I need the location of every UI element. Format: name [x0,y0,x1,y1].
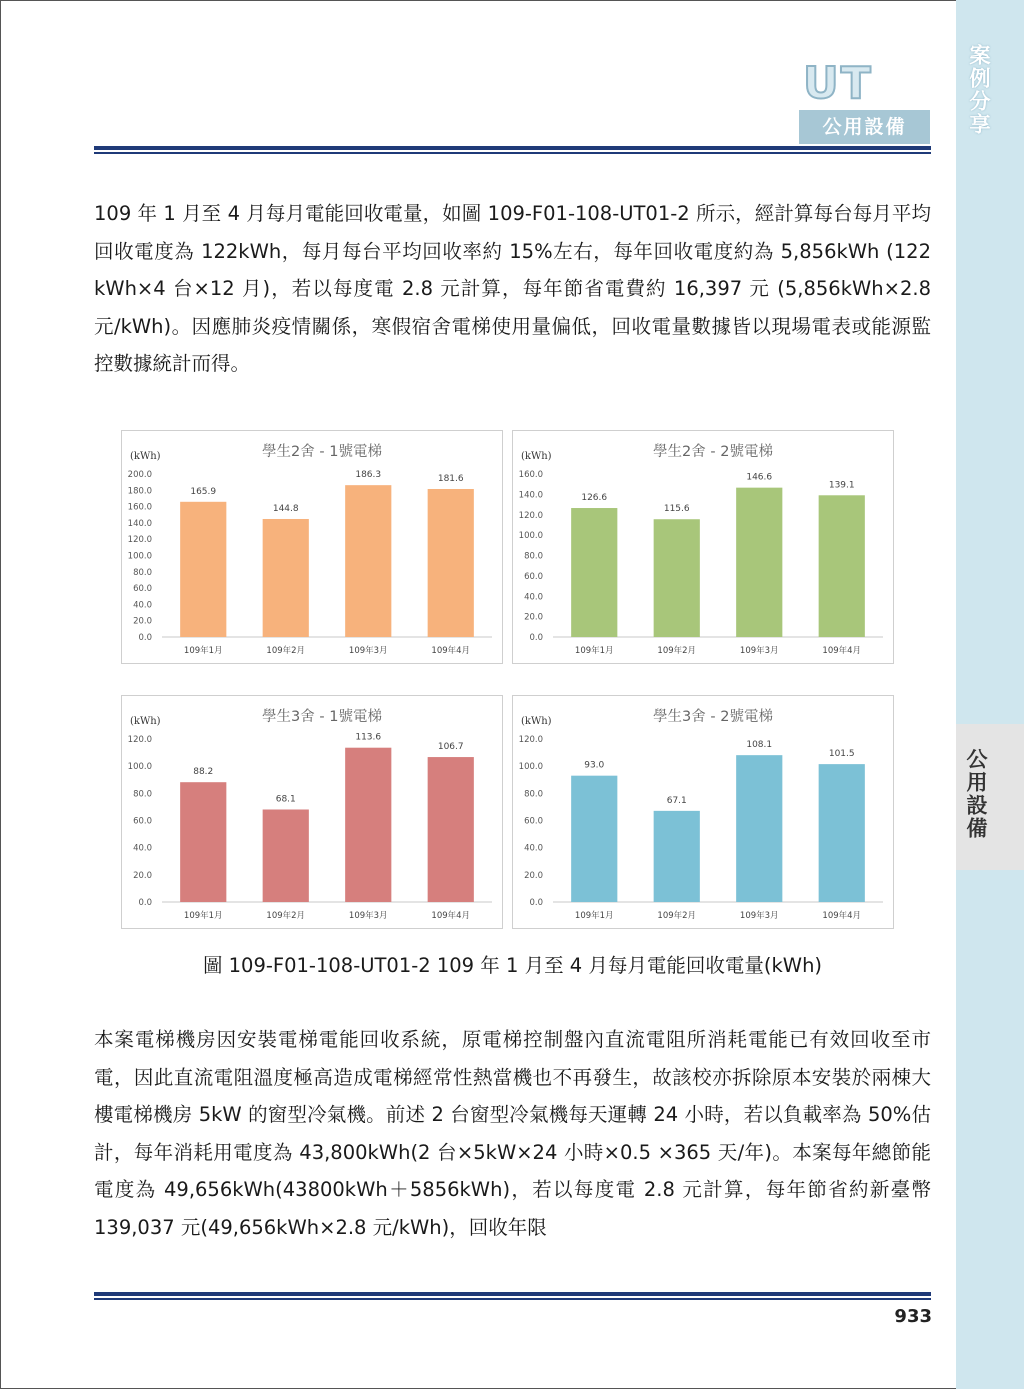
chart-panel-dorm3-elevator2 [512,695,894,929]
y-tick-label: 0.0 [529,633,543,643]
x-tick-label: 109年1月 [183,646,223,656]
y-tick-label: 160.0 [518,470,543,480]
chart-ylabel: (kWh) [521,451,552,462]
bar [428,489,474,637]
y-tick-label: 80.0 [524,789,543,800]
data-label: 88.2 [193,767,214,778]
y-tick-label: 40.0 [133,600,152,611]
y-tick-label: 20.0 [133,616,152,627]
x-tick-label: 109年4月 [431,911,471,921]
y-tick-label: 120.0 [127,535,152,546]
y-tick-label: 180.0 [127,486,152,497]
data-label: 115.6 [663,504,690,515]
bar [263,519,309,637]
data-label: 67.1 [666,795,687,806]
footer-rule [94,1292,931,1300]
data-label: 181.6 [437,473,464,484]
y-tick-label: 0.0 [138,633,152,643]
chart-panel-dorm2-elevator2 [512,430,894,664]
chart-ylabel: (kWh) [130,716,161,727]
side-strip [956,0,1024,1389]
page-number: 933 [894,1306,932,1327]
chart-dorm3-elevator2 [513,696,893,928]
bar [571,776,617,902]
bar [654,519,700,637]
chart-title: 學生3舍 - 2號電梯 [653,709,773,725]
x-tick-label: 109年3月 [348,646,388,656]
bar [180,782,226,902]
y-tick-label: 100.0 [127,551,152,562]
y-tick-label: 0.0 [529,898,543,908]
bar [736,755,782,902]
y-tick-label: 40.0 [133,843,152,854]
chart-title: 學生2舍 - 1號電梯 [262,444,382,460]
x-tick-label: 109年1月 [574,646,614,656]
y-tick-label: 20.0 [524,612,543,623]
x-tick-label: 109年3月 [739,911,779,921]
side-tab-label[interactable]: 公用設備 [964,748,988,840]
y-tick-label: 200.0 [127,470,152,480]
section-label: 公用設備 [799,110,930,144]
bar [263,809,309,902]
data-label: 113.6 [355,732,382,743]
chart-ylabel: (kWh) [130,451,161,462]
chart-dorm2-elevator2 [513,431,893,663]
y-tick-label: 140.0 [518,490,543,501]
x-tick-label: 109年4月 [822,646,862,656]
y-tick-label: 80.0 [133,789,152,800]
y-tick-label: 120.0 [127,735,152,745]
y-tick-label: 100.0 [127,762,152,773]
y-tick-label: 40.0 [524,592,543,603]
y-tick-label: 100.0 [518,531,543,542]
bar [819,764,865,902]
side-section-title: 案例分享 [967,44,991,136]
data-label: 186.3 [355,470,382,481]
data-label: 144.8 [272,503,299,514]
y-tick-label: 40.0 [524,843,543,854]
x-tick-label: 109年3月 [739,646,779,656]
x-tick-label: 109年2月 [266,646,306,656]
bar [654,811,700,902]
chart-dorm2-elevator1 [122,431,502,663]
data-label: 139.1 [828,480,855,491]
chart-title: 學生3舍 - 1號電梯 [262,709,382,725]
data-label: 68.1 [275,794,296,805]
bar [345,485,391,637]
y-tick-label: 120.0 [518,510,543,521]
paragraph-analysis: 本案電梯機房因安裝電梯電能回收系統，原電梯控制盤內直流電阻所消耗電能已有效回收至市電，因此直流電阻溫度極高造成電梯經常性熱當機也不再發生，故該校亦拆除原本安裝於兩棟大樓電梯機房 5kW 的窗型冷氣機。前述 2 台窗型冷氣機每天運轉 24 小時，若以負載率為 50%估計，每年消耗用電度為 43,800kWh(2 台×5kW×24 小時×0.5 ×365 天/年)。本案每年總節能電度為 49,656kWh(43800kWh＋5856kWh)，若以每度電 2.8 元計算，每年節省約新臺幣 139,037 元(49,656kWh×2.8 元/kWh)，回收年限 [94,1028,931,1239]
y-tick-label: 20.0 [524,870,543,881]
bar [571,508,617,637]
x-tick-label: 109年2月 [266,911,306,921]
x-tick-label: 109年1月 [574,911,614,921]
y-tick-label: 80.0 [133,567,152,578]
figure-caption: 圖 109-F01-108-UT01-2 109 年 1 月至 4 月每月電能回收電量(kWh) [202,954,823,977]
ut-logo [803,58,929,109]
bar [819,495,865,637]
bar [345,748,391,902]
y-tick-label: 60.0 [133,584,152,595]
data-label: 106.7 [437,742,464,753]
chart-panel-dorm2-elevator1 [121,430,503,664]
y-tick-label: 0.0 [138,898,152,908]
logo-text: UT [803,58,873,109]
data-label: 108.1 [746,740,773,751]
x-tick-label: 109年2月 [657,911,697,921]
data-label: 165.9 [190,486,217,497]
y-tick-label: 60.0 [133,816,152,827]
x-tick-label: 109年4月 [822,911,862,921]
y-tick-label: 80.0 [524,551,543,562]
paragraph-intro: 109 年 1 月至 4 月每月電能回收電量，如圖 109-F01-108-UT01-2 所示，經計算每台每月平均回收電度為 122kWh，每月每台平均回收率約 15%左右，每年回收電度約為 5,856kWh (122 kWh×4 台×12 月)，若以每度電 2.8 元計算，每年節省電費約 16,397 元 (5,856kWh×2.8 元/kWh)。因應肺炎疫情關係，寒假宿舍電梯使用量偏低，回收電量數據皆以現場電表或能源監控數據統計而得。 [94,202,931,375]
data-label: 93.0 [584,760,605,771]
y-tick-label: 20.0 [133,870,152,881]
chart-dorm3-elevator1 [122,696,502,928]
chart-title: 學生2舍 - 2號電梯 [653,444,773,460]
y-tick-label: 140.0 [127,518,152,529]
data-label: 146.6 [746,472,773,483]
header-rule [94,146,931,154]
chart-panel-dorm3-elevator1 [121,695,503,929]
y-tick-label: 60.0 [524,571,543,582]
y-tick-label: 160.0 [127,502,152,513]
y-tick-label: 60.0 [524,816,543,827]
y-tick-label: 100.0 [518,762,543,773]
bar [428,757,474,902]
y-tick-label: 120.0 [518,735,543,745]
x-tick-label: 109年4月 [431,646,471,656]
bar [180,502,226,637]
data-label: 126.6 [581,493,608,504]
chart-ylabel: (kWh) [521,716,552,727]
bar [736,488,782,637]
x-tick-label: 109年2月 [657,646,697,656]
data-label: 101.5 [828,749,855,760]
x-tick-label: 109年3月 [348,911,388,921]
x-tick-label: 109年1月 [183,911,223,921]
